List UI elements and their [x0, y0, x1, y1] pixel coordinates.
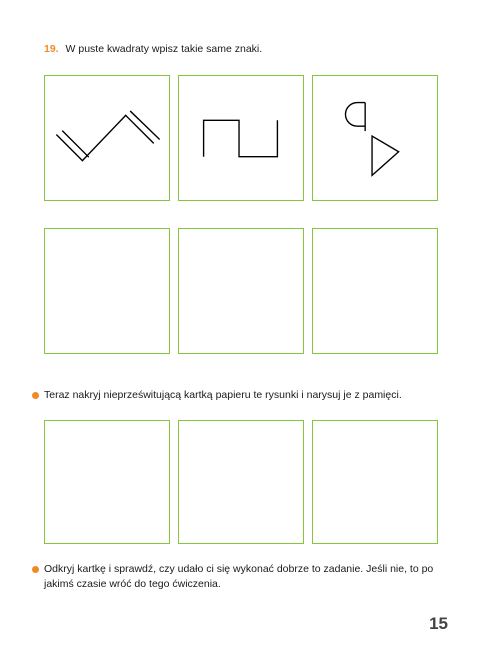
- empty-box-copy-2[interactable]: [178, 228, 304, 354]
- triangle-shape: [372, 136, 399, 175]
- task-heading: [44, 42, 262, 56]
- empty-box-copy-3[interactable]: [312, 228, 438, 354]
- meander-line: [204, 120, 278, 156]
- empty-box-memory-2[interactable]: [178, 420, 304, 544]
- empty-box-memory-1[interactable]: [44, 420, 170, 544]
- pattern-box-shapes: [312, 75, 438, 201]
- zigzag-pattern-drawing: [45, 76, 169, 200]
- empty-box-copy-1[interactable]: [44, 228, 170, 354]
- task-number: 19.: [44, 43, 59, 55]
- bullet-icon: [32, 392, 39, 399]
- shapes-pattern-drawing: [313, 76, 437, 200]
- pattern-box-meander: [178, 75, 304, 201]
- instruction-check-text: Odkryj kartkę i sprawdź, czy udało ci się wykonać dobrze to zadanie. Jeśli nie, to po jakimś czasie wróć do tego ćwiczenia.: [44, 563, 434, 590]
- pattern-box-zigzag: [44, 75, 170, 201]
- meander-pattern-drawing: [179, 76, 303, 200]
- task-instruction: W puste kwadraty wpisz takie same znaki.: [65, 43, 263, 55]
- half-circle-shape: [345, 103, 365, 127]
- instruction-check: [44, 562, 444, 591]
- instruction-cover-text: Teraz nakryj nieprześwitującą kartką papieru te rysunki i narysuj je z pamięci.: [44, 389, 402, 401]
- zigzag-line-3: [82, 115, 125, 160]
- page-number: 15: [429, 614, 448, 633]
- bullet-icon: [32, 566, 39, 573]
- empty-box-memory-3[interactable]: [312, 420, 438, 544]
- instruction-cover: [44, 388, 444, 403]
